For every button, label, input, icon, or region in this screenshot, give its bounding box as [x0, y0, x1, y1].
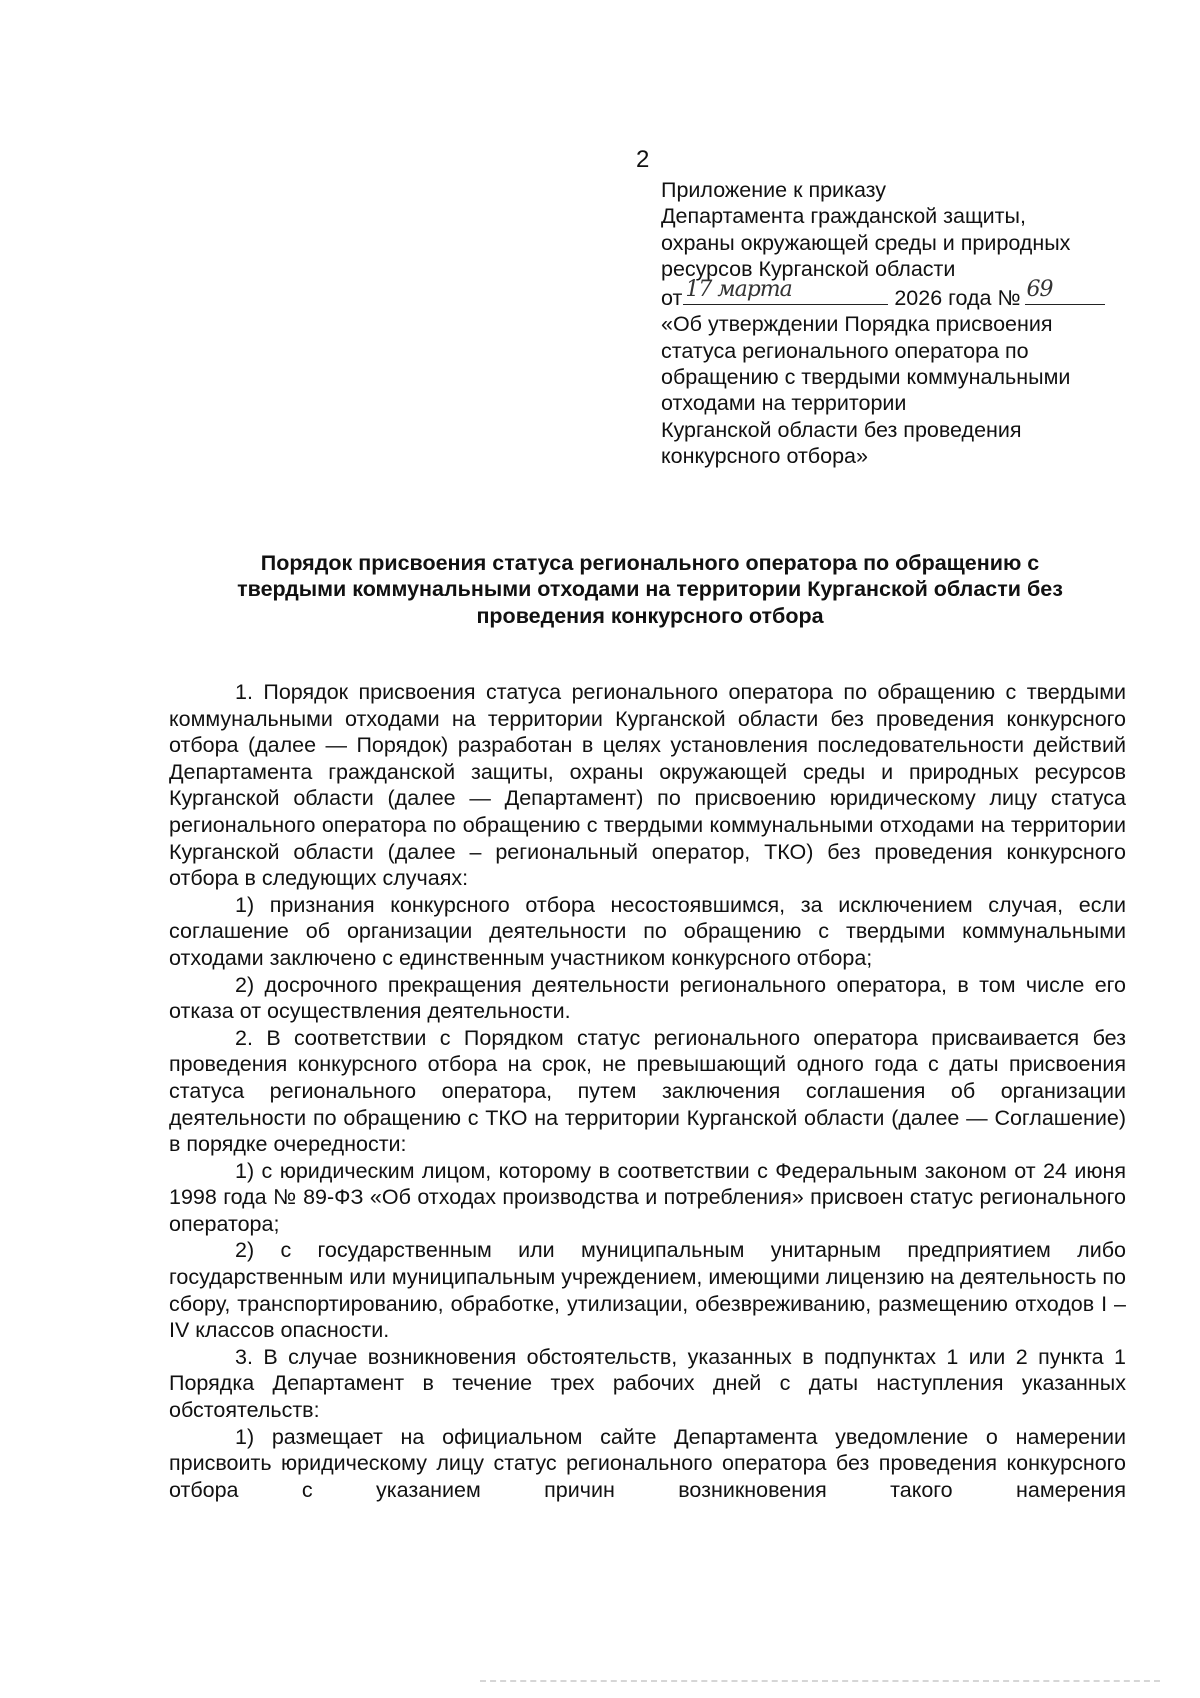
paragraph-1-item-2: 2) досрочного прекращения деятельности регионального оператора, в том числе его отказа от осуществления деятельности. — [169, 972, 1126, 1024]
date-field — [683, 276, 888, 305]
handwritten-date: 17 марта — [685, 276, 792, 302]
scan-edge-marks — [480, 1680, 1160, 1686]
annex-date-line — [661, 276, 1131, 311]
document-body — [169, 679, 1126, 1503]
annex-subject-line: обращению с твердыми коммунальными — [661, 365, 1071, 390]
year-text: 2026 года № — [894, 286, 1021, 311]
paragraph-2: 2. В соответствии с Порядком статус регионального оператора присваивается без проведения конкурсного отбора на срок, не превышающий одного года с даты присвоения статуса регионального оператора, путем заключения соглашения об организации деятельности по обращению с ТКО на территории Курганской области (далее — Соглашение) в порядке очередности: — [169, 1025, 1126, 1157]
title-line: твердыми коммунальными отходами на территории Курганской области без — [237, 577, 1063, 602]
paragraph-2-item-1: 1) с юридическим лицом, которому в соответствии с Федеральным законом от 24 июня 1998 года № 89-ФЗ «Об отходах производства и потребления» присвоен статус регионального оператора; — [169, 1158, 1126, 1236]
annex-header — [661, 177, 1131, 469]
paragraph-1-item-1: 1) признания конкурсного отбора несостоявшимся, за исключением случая, если соглашение об организации деятельности по обращению с твердыми коммунальными отходами заключено с единственным участником конкурсного отбора; — [169, 892, 1126, 970]
paragraph-3: 3. В случае возникновения обстоятельств, указанных в подпунктах 1 или 2 пункта 1 Порядка Департамент в течение трех рабочих дней с даты наступления указанных обстоятельств: — [169, 1344, 1126, 1423]
annex-line: ресурсов Курганской области — [661, 256, 956, 281]
paragraph-3-item-1: 1) размещает на официальном сайте Департамента уведомление о намерении присвоить юридическому лицу статус регионального оператора без проведения конкурсного отбора с указанием причин возникновения такого намерения — [169, 1424, 1126, 1502]
annex-subject-line: конкурсного отбора» — [661, 443, 868, 468]
document-title — [170, 550, 1130, 629]
annex-line: охраны окружающей среды и природных — [661, 230, 1071, 255]
title-line: проведения конкурсного отбора — [476, 603, 824, 628]
number-field — [1025, 276, 1105, 305]
handwritten-number: 69 — [1026, 276, 1053, 302]
title-line: Порядок присвоения статуса регионального оператора по обращению с — [260, 551, 1040, 575]
annex-line: Департамента гражданской защиты, — [661, 204, 1026, 229]
paragraph-1: 1. Порядок присвоения статуса регионального оператора по обращению с твердыми коммунальными отходами на территории Курганской области без проведения конкурсного отбора (далее — Порядок) разработан в целях установления последовательности действий Департамента гражданской защиты, охраны окружающей среды и природных ресурсов Курганской области (далее — Департамент) по присвоению юридическому лицу статуса регионального оператора по обращению с твердыми коммунальными отходами на территории Курганской области (далее – региональный оператор, ТКО) без проведения конкурсного отбора в следующих случаях: — [169, 680, 1126, 891]
annex-line: Приложение к приказу — [661, 178, 887, 202]
date-prefix: от — [661, 286, 683, 311]
annex-subject-line: статуса регионального оператора по — [661, 338, 1029, 363]
paragraph-2-item-2: 2) с государственным или муниципальным унитарным предприятием либо государственным или муниципальным учреждением, имеющими лицензию на деятельность по сбору, транспортированию, обработке, утилизации, обезвреживанию, размещению отходов I – IV классов опасности. — [169, 1238, 1126, 1343]
annex-subject-line: Курганской области без проведения — [661, 417, 1022, 442]
page-number: 2 — [636, 146, 650, 173]
annex-subject-line: «Об утверждении Порядка присвоения — [661, 312, 1053, 337]
annex-subject-line: отходами на территории — [661, 391, 907, 416]
